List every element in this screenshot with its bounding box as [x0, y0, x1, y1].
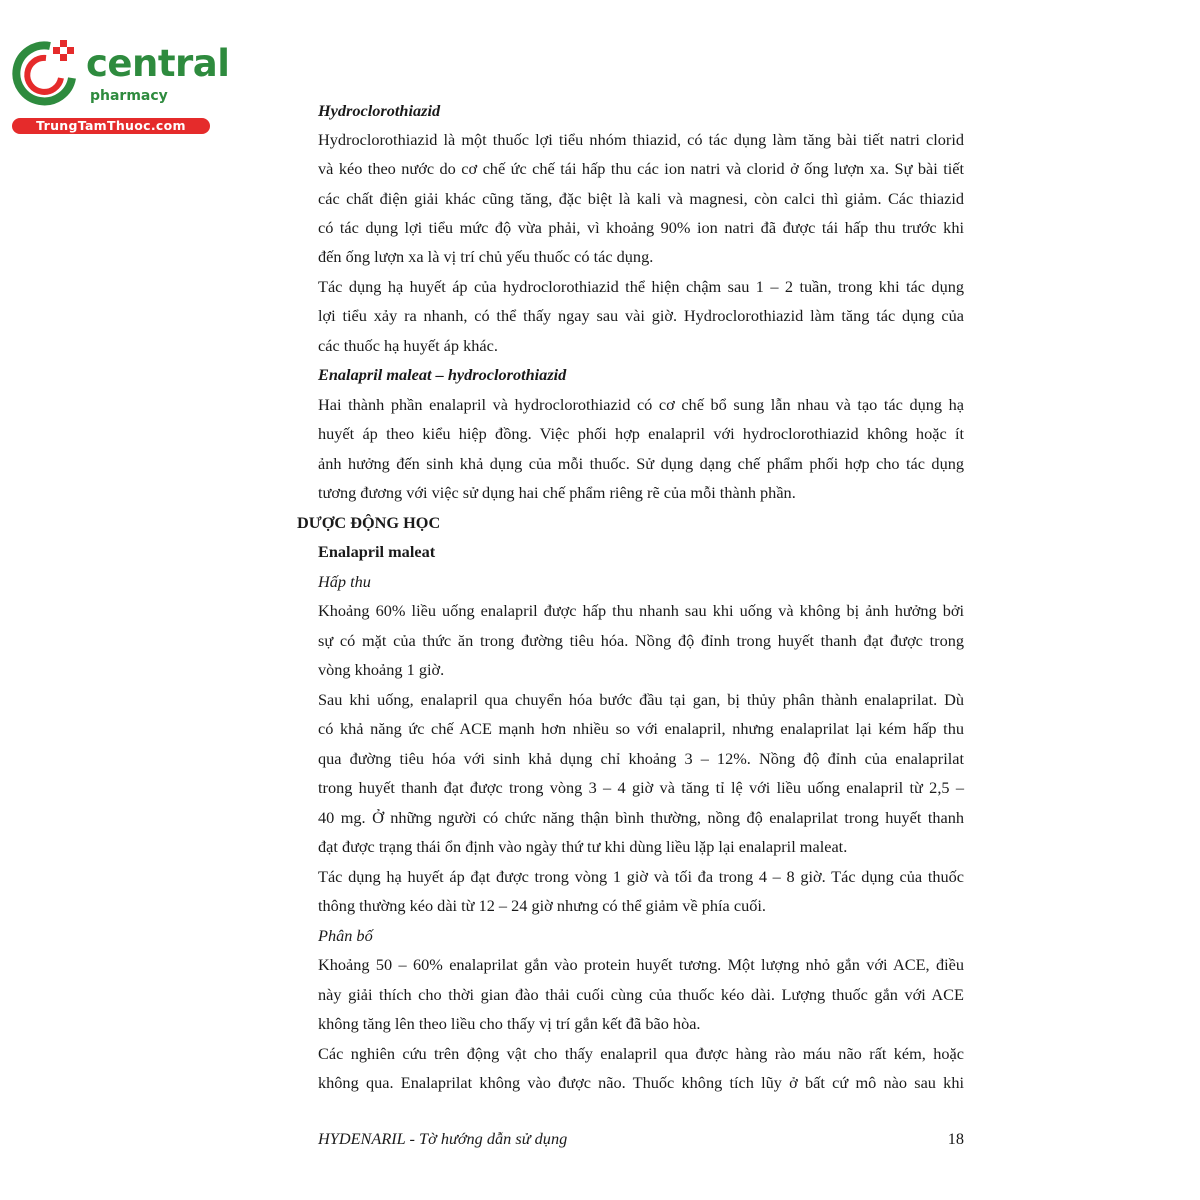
footer-page-number: 18 [947, 1129, 964, 1148]
logo-brand-text: central [86, 42, 230, 85]
paragraph-line: Khoảng 50 – 60% enalaprilat gắn vào protein huyết tương. Một lượng nhỏ gắn với ACE, điều [318, 955, 964, 974]
paragraph-line: các chất điện giải khác cũng tăng, đặc biệt là kali và magnesi, còn calci thì giảm. Các thiazid [318, 189, 964, 208]
paragraph-line: lợi tiểu xảy ra nhanh, có thể thấy ngay sau vài giờ. Hydroclorothiazid làm tăng tác dụng của [318, 306, 964, 325]
paragraph-line: Các nghiên cứu trên động vật cho thấy enalapril qua được hàng rào máu não rất kém, hoặc [318, 1044, 964, 1063]
paragraph-line: Tác dụng hạ huyết áp của hydroclorothiazid thể hiện chậm sau 1 – 2 tuần, trong khi tác dụng [318, 277, 964, 296]
paragraph-line: này giải thích cho thời gian đào thải cuối cùng của thuốc kéo dài. Lượng thuốc gắn với ACE [318, 985, 964, 1004]
paragraph-line: không tăng lên theo liều cho thấy vị trí gắn kết đã bão hòa. [318, 1014, 701, 1033]
paragraph-line: Hai thành phần enalapril và hydroclorothiazid có cơ chế bổ sung lẫn nhau và tạo tác dụng hạ [318, 395, 964, 414]
subheading-distribution: Phân bố [318, 926, 373, 945]
paragraph-line: tương đương với việc sử dụng hai chế phẩm riêng rẽ của mỗi thành phần. [318, 483, 796, 502]
paragraph-line: 40 mg. Ở những người có chức năng thận bình thường, nồng độ enalaprilat trong huyết thanh [318, 808, 964, 827]
paragraph-line: vòng khoảng 1 giờ. [318, 660, 445, 679]
subheading-enalapril-maleat: Enalapril maleat [318, 542, 436, 561]
paragraph-line: thông thường kéo dài từ 12 – 24 giờ nhưng có thể giảm về phía cuối. [318, 896, 766, 915]
paragraph-line: Hydroclorothiazid là một thuốc lợi tiểu nhóm thiazid, có tác dụng làm tăng bài tiết natri clorid [318, 130, 964, 149]
paragraph-line: và kéo theo nước do cơ chế ức chế tái hấp thu các ion natri và clorid ở ống lượn xa. Sự bài tiết [318, 159, 964, 178]
paragraph-line: sự có mặt của thức ăn trong đường tiêu hóa. Nồng độ đỉnh trong huyết thanh đạt được trong [318, 631, 964, 650]
subheading-absorption: Hấp thu [318, 572, 371, 591]
logo-site-banner: TrungTamThuoc.com [12, 118, 210, 134]
paragraph-line: trong huyết thanh đạt được trong vòng 3 – 4 giờ và tăng tỉ lệ với liều uống enalapril từ 2,5 – [318, 778, 964, 797]
paragraph-line: Tác dụng hạ huyết áp đạt được trong vòng 1 giờ và tối đa trong 4 – 8 giờ. Tác dụng của thuốc [318, 867, 964, 886]
section-heading-pharmacokinetics: DƯỢC ĐỘNG HỌC [297, 513, 441, 532]
paragraph-line: Khoảng 60% liều uống enalapril được hấp thu nhanh sau khi uống và không bị ảnh hưởng bởi [318, 601, 964, 620]
subheading-hydroclorothiazid: Hydroclorothiazid [318, 101, 441, 120]
paragraph-line: Sau khi uống, enalapril qua chuyển hóa bước đầu tại gan, bị thủy phân thành enalaprilat. Dù [318, 690, 964, 709]
logo-sub-text: pharmacy [90, 88, 168, 104]
paragraph-line: các thuốc hạ huyết áp khác. [318, 336, 498, 355]
footer-document-title: HYDENARIL - Tờ hướng dẫn sử dụng [318, 1129, 568, 1148]
paragraph-line: huyết áp theo kiểu hiệp đồng. Việc phối hợp enalapril với hydroclorothiazid không hoặc ít [318, 424, 964, 443]
paragraph-line: ảnh hưởng đến sinh khả dụng của mỗi thuốc. Sử dụng dạng chế phẩm phối hợp cho tác dụng [318, 454, 964, 473]
subheading-enalapril-combo: Enalapril maleat – hydroclorothiazid [318, 365, 567, 384]
paragraph-line: không qua. Enalaprilat không vào được não. Thuốc không tích lũy ở bất cứ mô nào sau khi [318, 1073, 964, 1092]
paragraph-line: đạt được trạng thái ổn định vào ngày thứ tư khi dùng liều lặp lại enalapril maleat. [318, 837, 848, 856]
paragraph-line: có tác dụng lợi tiểu mức độ vừa phải, vì khoảng 90% ion natri đã được tái hấp thu trước khi [318, 218, 964, 237]
paragraph-line: có khả năng ức chế ACE mạnh hơn nhiều so với enalapril, nhưng enalaprilat lại kém hấp thu [318, 719, 964, 738]
paragraph-line: qua đường tiêu hóa với sinh khả dụng chỉ khoảng 3 – 12%. Nồng độ đỉnh của enalaprilat [318, 749, 964, 768]
paragraph-line: đến ống lượn xa là vị trí chủ yếu thuốc có tác dụng. [318, 247, 654, 266]
